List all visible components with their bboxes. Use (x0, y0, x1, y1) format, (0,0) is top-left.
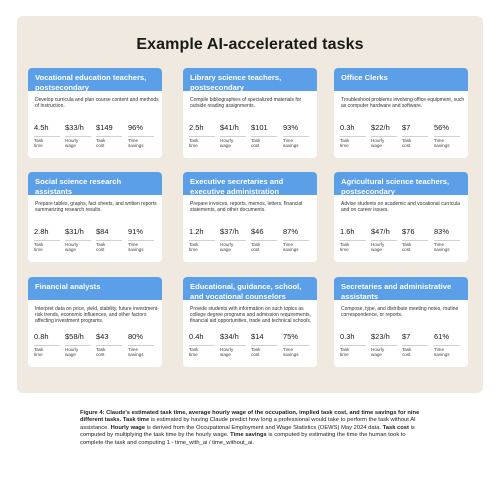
occupation-title: Vocational education teachers, postsecondary (28, 68, 162, 91)
stat-value: 80% (128, 332, 144, 341)
task-description: Compile bibliographies of specialized materials for outside reading assignments. (190, 97, 302, 109)
stat-hourly-wage (65, 332, 84, 362)
task-card (183, 172, 317, 262)
occupation-title: Financial analysts (28, 277, 162, 300)
stat-label: Task time (34, 345, 60, 358)
stat-task-cost (96, 123, 113, 153)
task-card (183, 277, 317, 367)
stat-time-savings (434, 227, 449, 257)
stat-value: 87% (283, 227, 299, 236)
stat-time-savings (128, 332, 143, 362)
stat-value: $22/h (371, 123, 390, 132)
stat-value: 96% (128, 123, 144, 132)
stat-value: $101 (251, 123, 268, 132)
stat-value: $23/h (371, 332, 390, 341)
task-description: Develop curricula and plan course content and methods of instruction. (35, 97, 159, 109)
stat-value: 4.5h (34, 123, 49, 132)
figure-caption (80, 410, 420, 447)
occupation-title: Library science teachers, postsecondary (183, 68, 317, 91)
stat-value: 1.6h (340, 227, 355, 236)
caption-term-task-cost: Task cost (382, 424, 409, 431)
stat-value: 0.3h (340, 123, 355, 132)
stat-task-time (189, 227, 204, 257)
stat-value: 91% (128, 227, 144, 236)
task-card (28, 277, 162, 367)
stat-value: $149 (96, 123, 113, 132)
stat-task-time (340, 123, 355, 153)
occupation-title: Agricultural science teachers, postsecondary (334, 172, 468, 195)
stat-label: Time savings (128, 345, 154, 358)
stat-label: Hourly wage (65, 345, 91, 358)
stat-hourly-wage (65, 123, 84, 153)
task-stats (34, 123, 158, 157)
stat-hourly-wage (220, 227, 239, 257)
stat-label: Time savings (283, 345, 309, 358)
stat-label: Task cost (251, 240, 277, 253)
stat-label: Hourly wage (371, 136, 397, 149)
stat-time-savings (434, 123, 449, 153)
stat-value: $34/h (220, 332, 239, 341)
caption-term-time-savings: Time savings (230, 432, 267, 439)
stat-task-cost (251, 123, 268, 153)
stat-task-time (189, 123, 204, 153)
task-card (183, 68, 317, 158)
stat-hourly-wage (65, 227, 84, 257)
task-stats (189, 123, 313, 157)
task-description: Prepare tables, graphs, fact sheets, and written reports summarizing research results. (35, 201, 157, 213)
stat-label: Task cost (96, 136, 122, 149)
task-description: Prepare invoices, reports, memos, letters, financial statements, and other documents. (190, 201, 303, 213)
caption-text: is computed by estimating the time the human took to complete the task and computing 1 - time_with_ai / time_without_ai. (80, 432, 406, 446)
stat-value: 75% (283, 332, 299, 341)
stat-label: Hourly wage (65, 240, 91, 253)
stat-label: Hourly wage (371, 240, 397, 253)
stat-label: Time savings (128, 136, 154, 149)
stat-value: $76 (402, 227, 415, 236)
stat-task-time (34, 227, 49, 257)
stat-label: Task time (189, 136, 215, 149)
task-stats (340, 123, 464, 157)
caption-heading: Figure 4: Claude's estimated task time, average hourly wage of the occupation, implied task cost, and time savings for nine different tasks. (80, 410, 420, 424)
task-card (334, 277, 468, 367)
task-stats (34, 332, 158, 366)
caption-term-hourly-wage: Hourly wage (110, 424, 146, 431)
stat-hourly-wage (220, 332, 239, 362)
stat-time-savings (434, 332, 449, 362)
stat-value: 83% (434, 227, 450, 236)
stat-label: Time savings (283, 136, 309, 149)
stat-task-cost (402, 227, 415, 257)
stat-value: $7 (402, 332, 411, 341)
stat-time-savings (128, 123, 143, 153)
stat-label: Task time (34, 136, 60, 149)
task-description: Advise students on academic and vocational curricula and on career issues. (341, 201, 460, 213)
task-stats (340, 332, 464, 366)
stat-value: 2.8h (34, 227, 49, 236)
stat-task-cost (96, 227, 109, 257)
stat-label: Task cost (96, 240, 122, 253)
stat-label: Time savings (434, 136, 460, 149)
stat-value: 1.2h (189, 227, 204, 236)
task-stats (189, 332, 313, 366)
task-card (334, 68, 468, 158)
stat-value: 0.4h (189, 332, 204, 341)
occupation-title: Social science research assistants (28, 172, 162, 195)
stat-label: Task time (340, 136, 366, 149)
stat-task-time (34, 332, 49, 362)
stat-value: $33/h (65, 123, 84, 132)
stat-value: 0.8h (34, 332, 49, 341)
task-stats (34, 227, 158, 261)
stat-value: $31/h (65, 227, 84, 236)
stat-time-savings (128, 227, 143, 257)
stat-label: Task time (189, 345, 215, 358)
stat-label: Task cost (251, 345, 277, 358)
task-description: Provide students with information on such topics as college degree programs and admission requirements, financial aid opportunities, trade and technical schools. (190, 306, 312, 324)
stat-label: Task cost (402, 240, 428, 253)
stat-task-time (189, 332, 204, 362)
stat-task-time (340, 332, 355, 362)
caption-text: is derived from the Occupational Employment and Wage Statistics (OEWS) May 2024 data. (145, 424, 383, 431)
stat-value: 2.5h (189, 123, 204, 132)
occupation-title: Executive secretaries and executive administration (183, 172, 317, 195)
stat-value: $43 (96, 332, 109, 341)
stat-value: $46 (251, 227, 264, 236)
stat-label: Task cost (251, 136, 277, 149)
stat-label: Task time (34, 240, 60, 253)
stat-label: Hourly wage (65, 136, 91, 149)
stat-hourly-wage (371, 123, 390, 153)
stat-value: 61% (434, 332, 450, 341)
stat-time-savings (283, 227, 298, 257)
stat-task-cost (402, 123, 410, 153)
task-card (334, 172, 468, 262)
stat-label: Task cost (402, 345, 428, 358)
stat-task-time (34, 123, 49, 153)
stat-time-savings (283, 123, 298, 153)
task-stats (340, 227, 464, 261)
stat-value: $47/h (371, 227, 390, 236)
stat-value: $7 (402, 123, 411, 132)
stat-value: $37/h (220, 227, 239, 236)
stat-value: $84 (96, 227, 109, 236)
figure-title: Example AI-accelerated tasks (136, 36, 364, 53)
task-description: Interpret data on price, yield, stability, future investment-risk trends, economic influences, and other factors affecting investment programs. (35, 306, 159, 324)
stat-value: 0.3h (340, 332, 355, 341)
stat-label: Task time (340, 345, 366, 358)
stat-value: $41/h (220, 123, 239, 132)
stat-label: Task time (340, 240, 366, 253)
figure-panel (17, 16, 483, 393)
stat-time-savings (283, 332, 298, 362)
stat-value: 56% (434, 123, 450, 132)
stat-value: $58/h (65, 332, 84, 341)
occupation-title: Office Clerks (334, 68, 468, 91)
stat-task-time (340, 227, 355, 257)
stat-task-cost (251, 227, 264, 257)
task-stats (189, 227, 313, 261)
stat-hourly-wage (371, 332, 390, 362)
caption-text: is estimated by having Claude predict how long a professional would take to perform the task without AI assistance. (80, 417, 416, 431)
occupation-title: Secretaries and administrative assistants (334, 277, 468, 300)
task-card (28, 68, 162, 158)
stat-label: Time savings (283, 240, 309, 253)
stat-label: Time savings (434, 345, 460, 358)
caption-term-task-time: Task time (122, 417, 150, 424)
task-card (28, 172, 162, 262)
stat-label: Hourly wage (220, 136, 246, 149)
stat-label: Hourly wage (220, 240, 246, 253)
stat-task-cost (96, 332, 109, 362)
stat-label: Task cost (96, 345, 122, 358)
stat-hourly-wage (220, 123, 239, 153)
task-description: Compose, type, and distribute meeting notes, routine correspondence, or reports. (341, 306, 459, 318)
stat-label: Hourly wage (220, 345, 246, 358)
stat-label: Task cost (402, 136, 428, 149)
stat-hourly-wage (371, 227, 390, 257)
occupation-title: Educational, guidance, school, and vocational counselors (183, 277, 317, 300)
task-description: Troubleshoot problems involving office equipment, such as computer hardware and software. (341, 97, 465, 109)
stat-label: Time savings (434, 240, 460, 253)
stat-label: Task time (189, 240, 215, 253)
stat-value: $14 (251, 332, 264, 341)
stat-label: Time savings (128, 240, 154, 253)
caption-text: is computed by multiplying the task time by the hourly wage. (80, 424, 415, 439)
stat-task-cost (251, 332, 264, 362)
stat-value: 93% (283, 123, 299, 132)
stat-task-cost (402, 332, 410, 362)
stat-label: Hourly wage (371, 345, 397, 358)
